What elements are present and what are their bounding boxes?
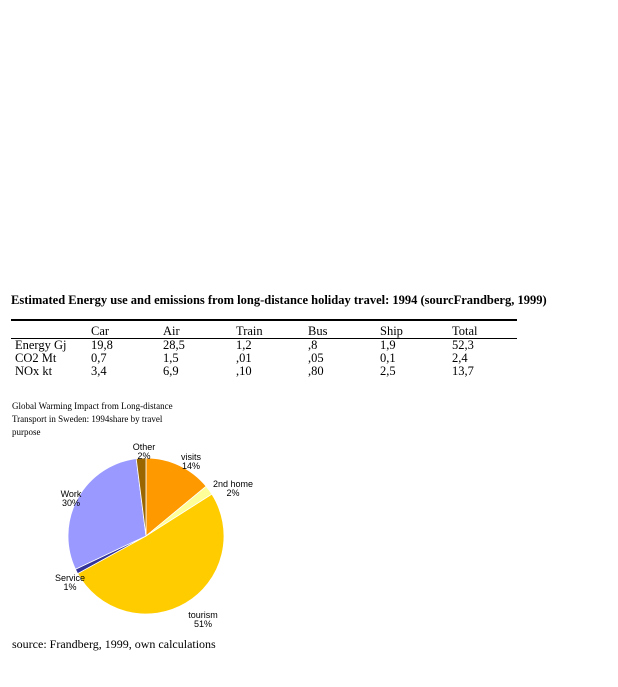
table-row [11,339,512,352]
table-cell: 1,5 [163,351,179,365]
pie-label-2nd-home: 2nd home 2% [212,479,254,498]
header-cell-car: Car [91,324,110,338]
row-label: Energy Gj [15,338,67,352]
header-cell-total: Total [452,324,478,338]
table-cell: 1,2 [236,338,252,352]
chart-caption-line: purpose [12,427,41,437]
table-cell: 0,7 [91,351,107,365]
row-label: NOx kt [15,364,53,378]
emissions-table-header [11,325,512,338]
source-note: source: Frandberg, 1999, own calculations [12,637,216,651]
emissions-table [11,319,517,378]
pie-label-service: Service 1% [54,573,86,592]
table-cell: 19,8 [91,338,113,352]
header-cell-ship: Ship [380,324,403,338]
table-cell: ,05 [308,351,324,365]
table-header-row [11,325,512,338]
table-cell: ,01 [236,351,252,365]
header-cell-train: Train [236,324,263,338]
header-cell-blank [11,325,91,338]
table-row [11,365,512,378]
table-cell: 1,9 [380,338,396,352]
table-cell: 3,4 [91,364,107,378]
table-cell: 52,3 [452,338,474,352]
page-heading: Estimated Energy use and emissions from long-distance holiday travel: 1994 (sourcFrandberg, 1999) [11,293,547,307]
table-top-rule [11,319,517,321]
table-cell: 6,9 [163,364,179,378]
chart-caption-line: Transport in Sweden: 1994share by travel [12,414,163,424]
row-label: CO2 Mt [15,351,57,365]
table-cell: 28,5 [163,338,185,352]
pie-label-other: Other 2% [132,442,156,461]
table-cell: 2,5 [380,364,396,378]
emissions-table-body [11,339,512,378]
pie-label-work: Work 30% [60,489,82,508]
table-cell: 13,7 [452,364,474,378]
pie-chart [0,430,300,635]
pie-label-visits: visits 14% [181,452,201,471]
table-cell: ,80 [308,364,324,378]
pie-label-tourism: tourism 51% [188,610,218,629]
header-cell-air: Air [163,324,180,338]
chart-caption-line: Global Warming Impact from Long-distance [12,401,173,411]
table-cell: ,8 [308,338,318,352]
table-row [11,352,512,365]
header-cell-bus: Bus [308,324,328,338]
table-cell: ,10 [236,364,252,378]
table-cell: 2,4 [452,351,468,365]
table-cell: 0,1 [380,351,396,365]
